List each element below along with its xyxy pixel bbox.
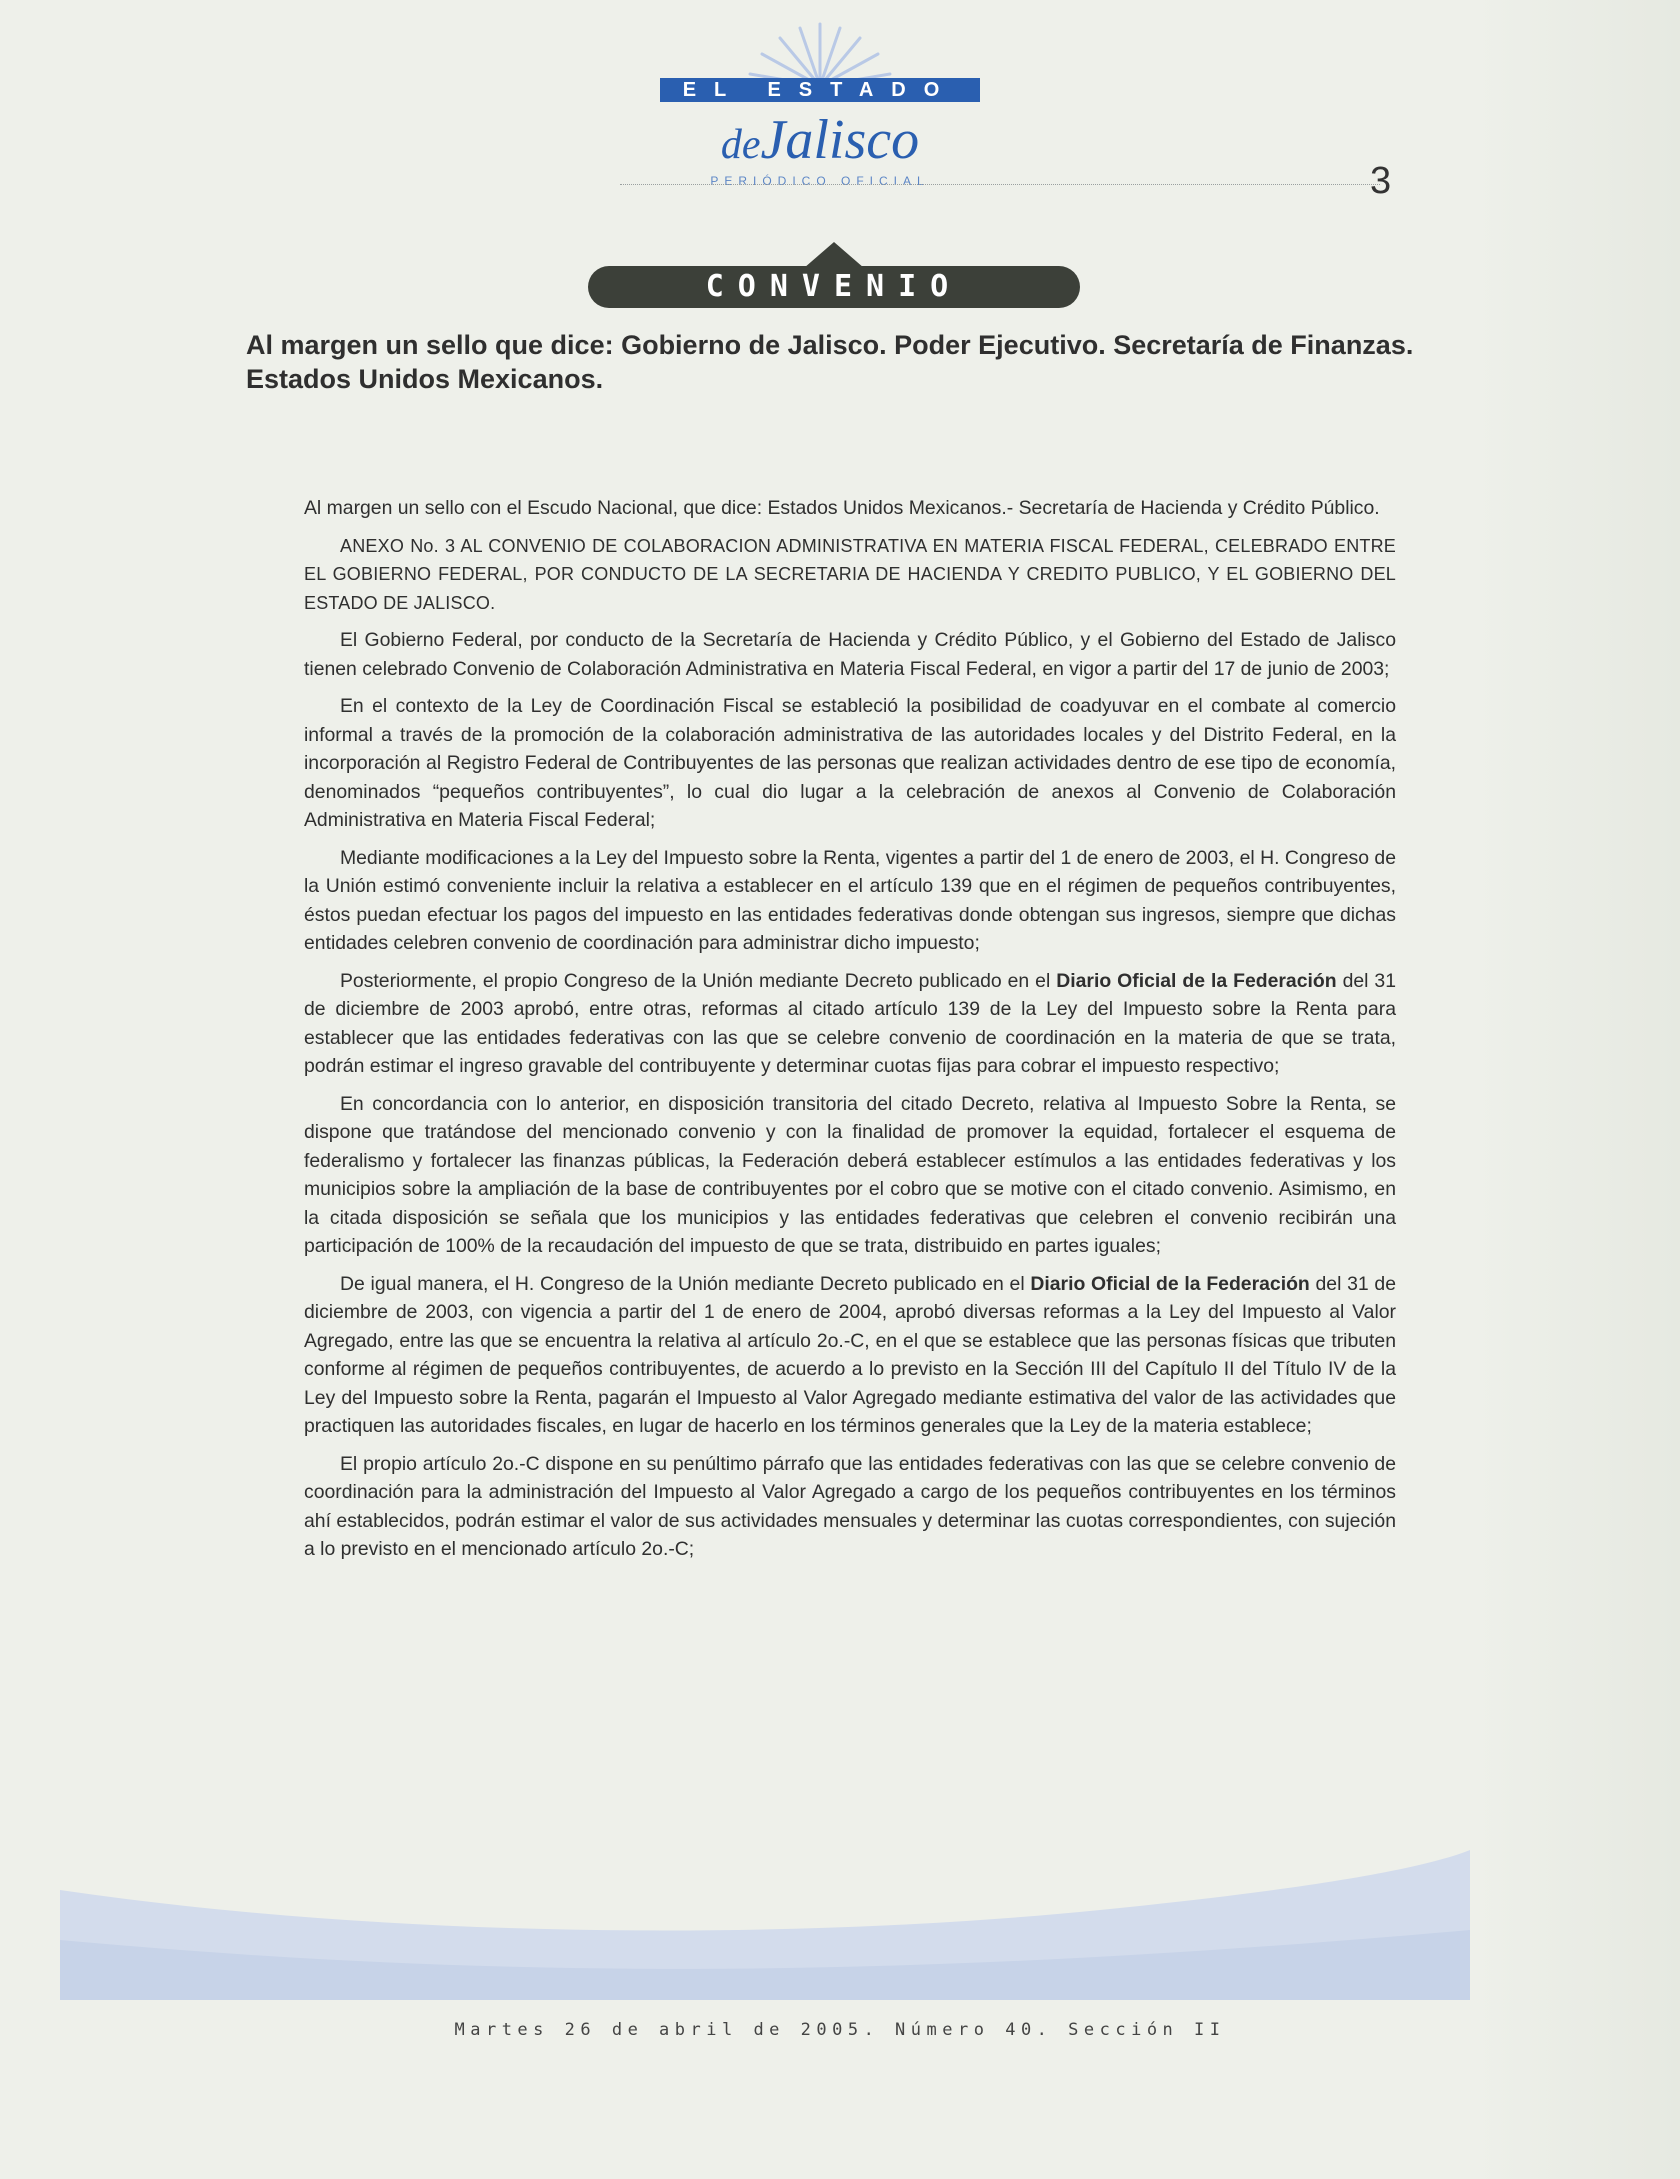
footer-wave: [0, 1830, 1680, 2010]
paragraph-bold-text: Diario Oficial de la Federación: [1030, 1272, 1310, 1295]
paragraph-text: Posteriormente, el propio Congreso de la Unión mediante Decreto publicado en el: [340, 969, 1057, 992]
footer-issue-info: Martes 26 de abril de 2005. Número 40. Sección II: [454, 2020, 1226, 2040]
masthead-logo: [660, 20, 1000, 188]
section-banner: CONVENIO: [588, 266, 1080, 308]
page-number: 3: [1370, 160, 1392, 202]
paragraph-annex-title: ANEXO No. 3 AL CONVENIO DE COLABORACION ADMINISTRATIVA EN MATERIA FISCAL FEDERAL, CELEBRADO ENTRE EL GOBIERNO FEDERAL, POR CONDUCTO DE LA SECRETARIA DE HACIENDA Y CREDITO PUBLICO, Y EL GOBIERNO DEL ESTADO DE JALISCO.: [304, 535, 1396, 613]
masthead-top-label: EL ESTADO: [660, 78, 980, 102]
paragraph: En el contexto de la Ley de Coordinación Fiscal se estableció la posibilidad de coadyuvar en el combate al comercio informal a través de la promoción de la colaboración administrativa de las autoridades locales y del Distrito Federal, en la incorporación al Registro Federal de Contribuyentes de las personas que realizan actividades dentro de ese tipo de economía, denominados “pequeños contribuyentes”, lo cual dio lugar a la celebración de anexos al Convenio de Colaboración Administrativa en Materia Fiscal Federal;: [304, 695, 1396, 831]
paragraph: Mediante modificaciones a la Ley del Impuesto sobre la Renta, vigentes a partir del 1 de enero de 2003, el H. Congreso de la Unión estimó conveniente incluir la relativa a establecer en el artículo 139 que en el régimen de pequeños contribuyentes, éstos puedan efectuar los pagos del impuesto en las entidades federativas donde obtengan sus ingresos, siempre que dichas entidades celebren convenio de coordinación para administrar dicho impuesto;: [304, 846, 1396, 954]
masthead-subtitle: PERIÓDICO OFICIAL: [710, 174, 930, 188]
header-divider: [620, 184, 1380, 185]
document-body: [304, 494, 1396, 1573]
masthead-name-main: Jalisco: [760, 109, 920, 171]
masthead-name-prefix: de: [720, 122, 761, 168]
paragraph-text: del 31 de diciembre de 2003 aprobó, entre otras, reformas al citado artículo 139 de la Ley del Impuesto sobre la Renta para establecer que las entidades federativas con las que se celebre convenio de coordinación en la materia de que se trata, podrán estimar el ingreso gravable del contribuyente y determinar cuotas fijas para cobrar el impuesto respectivo;: [304, 969, 1396, 1077]
paragraph-text: De igual manera, el H. Congreso de la Unión mediante Decreto publicado en el: [340, 1272, 1031, 1295]
paragraph: En concordancia con lo anterior, en disposición transitoria del citado Decreto, relativa al Impuesto Sobre la Renta, se dispone que tratándose del mencionado convenio y con la finalidad de promover la equidad, fortalecer el esquema de federalismo y fortalecer las finanzas públicas, la Federación deberá establecer estímulos a las entidades federativas y los municipios sobre la ampliación de la base de contribuyentes por el cobro que se motive con el citado convenio. Asimismo, en la citada disposición se señala que los municipios y las entidades federativas que celebren el convenio recibirán una participación de 100% de la recaudación del impuesto de que se trata, distribuido en partes iguales;: [304, 1092, 1396, 1257]
stamp-text: Al margen un sello que dice: Gobierno de Jalisco. Poder Ejecutivo. Secretaría de Finanzas. Estados Unidos Mexicanos.: [246, 330, 1414, 394]
paragraph: El propio artículo 2o.-C dispone en su penúltimo párrafo que las entidades federativas con las que se celebre convenio de coordinación para la administración del Impuesto al Valor Agregado a cargo de los pequeños contribuyentes en los términos ahí establecidos, podrán estimar el valor de sus actividades mensuales y determinar las cuotas correspondientes, con sujeción a lo previsto en el mencionado artículo 2o.-C;: [304, 1452, 1396, 1560]
banner-notch: [804, 242, 864, 268]
paragraph: [304, 967, 1396, 1081]
paragraph: [304, 1270, 1396, 1441]
masthead-name: [690, 110, 950, 175]
paragraph-text: del 31 de diciembre de 2003, con vigencia a partir del 1 de enero de 2004, aprobó diversas reformas a la Ley del Impuesto al Valor Agregado, entre las que se encuentra la relativa al artículo 2o.-C, en el que se establece que las personas físicas que tributen conforme al régimen de pequeños contribuyentes, de acuerdo a lo previsto en la Sección III del Capítulo II del Título IV de la Ley del Impuesto sobre la Renta, pagarán el Impuesto al Valor Agregado mediante estimativa del valor de las actividades que practiquen las autoridades fiscales, en lugar de hacerlo en los términos generales que la Ley de la materia establece;: [304, 1272, 1396, 1437]
paragraph: Al margen un sello con el Escudo Nacional, que dice: Estados Unidos Mexicanos.- Secretaría de Hacienda y Crédito Público.: [304, 497, 1380, 519]
paragraph-bold-text: Diario Oficial de la Federación: [1056, 969, 1337, 992]
paragraph: El Gobierno Federal, por conducto de la Secretaría de Hacienda y Crédito Público, y el Gobierno del Estado de Jalisco tienen celebrado Convenio de Colaboración Administrativa en Materia Fiscal Federal, en vigor a partir del 17 de junio de 2003;: [304, 629, 1396, 680]
